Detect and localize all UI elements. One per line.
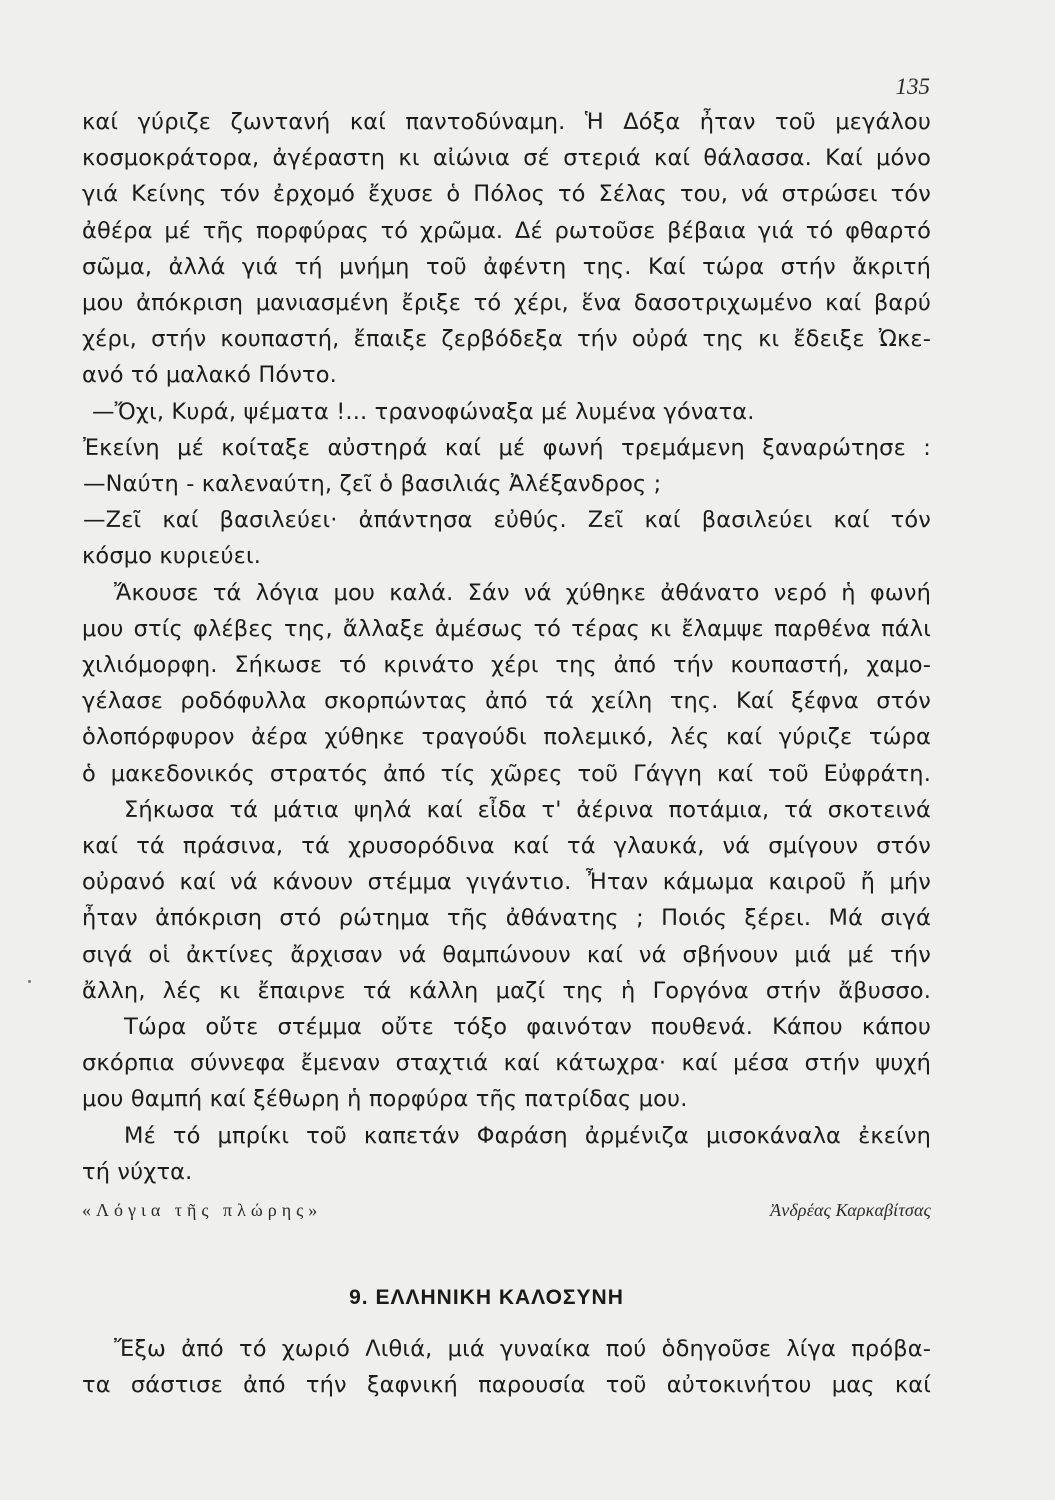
dialogue-line: —Ὄχι, Κυρά, ψέματα !... τρανοφώναξα μέ λυμένα γόνατα. [92, 398, 755, 425]
text-line: ὁ μακεδονικός στρατός ἀπό τίς χῶρες τοῦ Γάγγη καί τοῦ Εὐφράτη. [82, 760, 931, 787]
text-line: Σήκωσα τά μάτια ψηλά καί εἶδα τ' ἀέρινα ποτάμια, τά σκοτεινά [124, 796, 931, 823]
section-heading: 9. ΕΛΛΗΝΙΚΗ ΚΑΛΟΣΥΝΗ [349, 1286, 624, 1310]
text-line: Μέ τό μπρίκι τοῦ καπετάν Φαράση ἀρμένιζα μισοκάναλα ἐκείνη [124, 1122, 931, 1149]
text-line: σκόρπια σύννεφα ἔμεναν σταχτιά καί κάτωχρα· καί μέσα στήν ψυχή [82, 1050, 931, 1077]
text-line: ἄλλη, λές κι ἔπαιρνε τά κάλλη μαζί της ἡ Γοργόνα στήν ἄβυσσο. [82, 977, 931, 1004]
page-number: 135 [895, 74, 930, 99]
text-line: ανό τό μαλακό Πόντο. [82, 362, 337, 389]
body-text [82, 104, 931, 1403]
text-line: σῶμα, ἀλλά γιά τή μνήμη τοῦ ἀφέντη της. Καί τώρα στήν ἄκριτή [82, 253, 931, 280]
text-line: ἦταν ἀπόκριση στό ρώτημα τῆς ἀθάνατης ; Ποιός ξέρει. Μά σιγά [82, 905, 931, 932]
scan-speck [28, 980, 31, 983]
text-line: τή νύχτα. [82, 1158, 193, 1185]
text-line: Ἔξω ἀπό τό χωριό Λιθιά, μιά γυναίκα πού ὁδηγοῦσε λίγα πρόβα- [114, 1335, 931, 1362]
dialogue-line: κόσμο κυριεύει. [82, 543, 262, 570]
text-line: σιγά οἱ ἀκτίνες ἄρχισαν νά θαμπώνουν καί νά σβήνουν μιά μέ τήν [82, 941, 931, 968]
dialogue-line: —Ζεῖ καί βασιλεύει· ἀπάντησα εὐθύς. Ζεῖ καί βασιλεύει καί τόν [83, 507, 931, 534]
dialogue-line: Ἐκείνη μέ κοίταξε αὐστηρά καί μέ φωνή τρεμάμενη ξαναρώτησε : [83, 434, 931, 461]
dialogue-line: —Ναύτη - καλεναύτη, ζεῖ ὁ βασιλιάς Ἀλέξανδρος ; [83, 471, 662, 498]
text-line: μου θαμπή καί ξέθωρη ἡ πορφύρα τῆς πατρίδας μου. [82, 1086, 688, 1113]
text-line: οὐρανό καί νά κάνουν στέμμα γιγάντιο. Ἦταν κάμωμα καιροῦ ἤ μήν [82, 869, 931, 896]
text-line: χέρι, στήν κουπαστή, ἔπαιξε ζερβόδεξα τήν οὐρά της κι ἔδειξε Ὠκε- [82, 326, 931, 353]
text-line: κοσμοκράτορα, ἀγέραστη κι αἰώνια σέ στεριά καί θάλασσα. Καί μόνο [82, 145, 931, 172]
text-line: μου ἀπόκριση μανιασμένη ἔριξε τό χέρι, ἕνα δασοτριχωμένο καί βαρύ [82, 290, 931, 317]
attribution-author: Ἀνδρέας Καρκαβίτσας [770, 1200, 931, 1221]
text-line: Τώρα οὔτε στέμμα οὔτε τόξο φαινόταν πουθενά. Κάπου κάπου [124, 1014, 931, 1041]
attribution [82, 1192, 931, 1228]
text-line: ὁλοπόρφυρον ἀέρα χύθηκε τραγούδι πολεμικό, λές καί γύριζε τώρα [82, 724, 931, 751]
text-line: γιά Κείνης τόν ἐρχομό ἔχυσε ὁ Πόλος τό Σέλας του, νά στρώσει τόν [82, 181, 931, 208]
text-line: χιλιόμορφη. Σήκωσε τό κρινάτο χέρι της ἀπό τήν κουπαστή, χαμο- [82, 652, 931, 679]
text-line: γέλασε ροδόφυλλα σκορπώντας ἀπό τά χείλη της. Καί ξέφνα στόν [82, 688, 931, 715]
attribution-source: «Λόγια τῆς πλώρης» [82, 1200, 323, 1221]
text-line: καί γύριζε ζωντανή καί παντοδύναμη. Ἡ Δόξα ἦταν τοῦ μεγάλου [82, 109, 931, 135]
text-line: καί τά πράσινα, τά χρυσορόδινα καί τά γλαυκά, νά σμίγουν στόν [82, 833, 931, 860]
text-line: τα σάστισε ἀπό τήν ξαφνική παρουσία τοῦ αὐτοκινήτου μας καί [82, 1371, 931, 1398]
text-line: μου στίς φλέβες της, ἄλλαξε ἀμέσως τό τέρας κι ἔλαμψε παρθένα πάλι [82, 615, 931, 642]
text-line: Ἄκουσε τά λόγια μου καλά. Σάν νά χύθηκε ἀθάνατο νερό ἡ φωνή [114, 579, 931, 606]
text-line: ἀθέρα μέ τῆς πορφύρας τό χρῶμα. Δέ ρωτοῦσε βέβαια γιά τό φθαρτό [82, 217, 931, 244]
